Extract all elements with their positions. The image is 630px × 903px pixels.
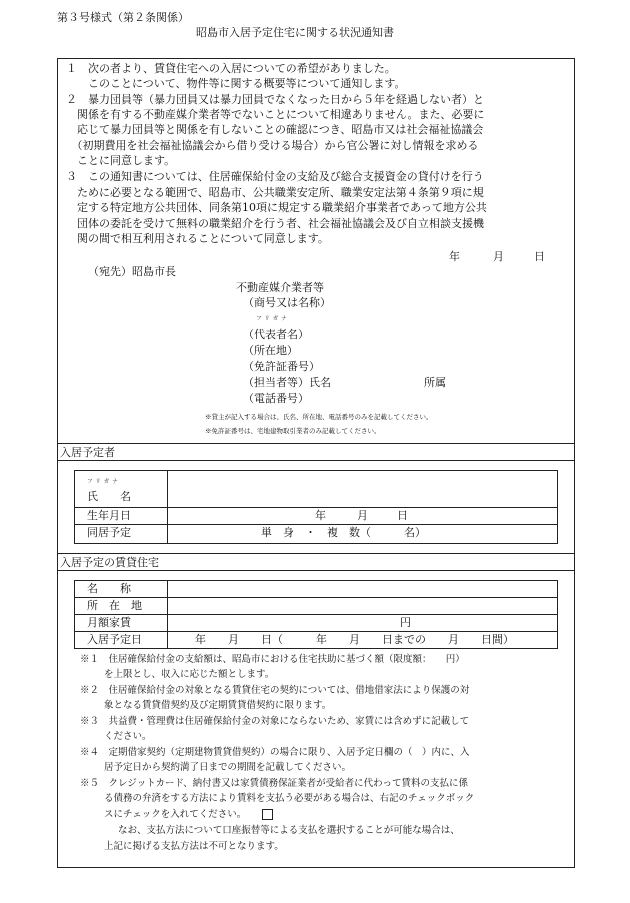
agent-note: ※貸主が記入する場合は、氏名、所在地、電話番号のみを記載してください。 (205, 413, 433, 421)
footnote-5-note: なお、支払方法について口座振替等による支払を選択することが可能な場合は、 (118, 825, 460, 836)
housing-location-label: 所 在 地 (87, 599, 142, 612)
housing-rent-unit: 円 (400, 616, 411, 629)
tenant-name-label: 氏 名 (87, 490, 131, 503)
tenant-furigana-label: フリガナ (87, 479, 121, 485)
statement-line: ことに同意します。 (66, 154, 176, 167)
divider (57, 570, 575, 571)
date-month: 月 (493, 250, 504, 263)
housing-rent-label: 月額家賃 (87, 616, 131, 629)
date-year: 年 (449, 250, 460, 263)
footnote-5: ※５ クレジットカード、納付書又は家賃債務保証業者が受給者に代わって賃料の支払に係 (80, 778, 469, 789)
agent-furigana-label: フリガナ (256, 316, 290, 322)
addressee: （宛先）昭島市長 (88, 265, 176, 278)
footnote-3: ※３ 共益費・管理費は住居確保給付金の対象にならないため、家賃には含めずに記載して (80, 716, 470, 727)
statement-line: 団体の委託を受けて無料の職業紹介を行う者、社会福祉協議会及び自立相談支援機 (66, 217, 484, 230)
agent-department-label: 所属 (424, 376, 446, 389)
footnote-3-cont: ください。 (104, 731, 152, 742)
agent-person-label: （担当者等）氏名 (243, 376, 331, 389)
housing-section-heading: 入居予定の賃貸住宅 (60, 556, 159, 569)
divider (57, 443, 575, 444)
footnote-1-cont: を上限とし、収入に応じた額とします。 (104, 669, 275, 680)
agent-note: ※免許証番号は、宅地建物取引業者のみ記載してください。 (205, 427, 381, 435)
agent-address-label: （所在地） (243, 344, 298, 357)
agent-heading: 不動産媒介業者等 (236, 281, 324, 294)
footnote-5-cont: る債務の弁済をする方法により賃料を支払う必要がある場合は、右記のチェックボック (104, 793, 475, 804)
tenant-household-value[interactable]: 単 身 ・ 複 数（ 名） (261, 526, 426, 539)
agent-trade-name-label: （商号又は名称） (243, 296, 331, 309)
form-number: 第３号様式（第２条関係） (57, 11, 189, 24)
tenant-household-label: 同居予定 (87, 526, 131, 539)
payment-method-checkbox[interactable] (262, 809, 273, 820)
tenant-birthdate-label: 生年月日 (87, 509, 131, 522)
statement-line: ために必要となる範囲で、昭島市、公共職業安定所、職業安定法第４条第９項に規 (66, 186, 484, 199)
statement-line: 関の間で相互利用されることについて同意します。 (66, 232, 329, 245)
birth-month: 月 (357, 509, 368, 522)
statement-line: 関係を有する不動産媒介業者等でないことについて相違ありません。また、必要に (66, 108, 485, 121)
agent-phone-label: （電話番号） (243, 392, 309, 405)
housing-movein-value[interactable]: 年 月 日（ 年 月 日までの 月 日間） (195, 633, 514, 646)
page-title: 昭島市入居予定住宅に関する状況通知書 (196, 26, 394, 39)
tenant-section-heading: 入居予定者 (60, 446, 115, 459)
statement-line: ３ この通知書については、住居確保給付金の支給及び総合支援資金の貸付けを行う (66, 170, 484, 183)
housing-table (74, 580, 558, 649)
footnote-1: ※１ 住居確保給付金の支給額は、昭島市における住宅扶助に基づく額（限度額： 円） (80, 654, 465, 665)
agent-representative-label: （代表者名） (243, 328, 309, 341)
date-day: 日 (534, 250, 545, 263)
statement-line: 応じて暴力団員等と関係を有しないことの確認につき、昭島市又は社会福祉協議会 (66, 123, 484, 136)
footnote-5-checkbox-text: スにチェックを入れてください。 (104, 809, 247, 820)
statement-line: このことについて、物件等に関する概要等について通知します。 (66, 77, 406, 90)
housing-location-input[interactable] (171, 599, 555, 613)
footnote-2: ※２ 住居確保給付金の対象となる賃貸住宅の契約については、借地借家法により保護の対 (80, 685, 470, 696)
housing-name-input[interactable] (171, 582, 555, 596)
statement-line: ２ 暴力団員等（暴力団員又は暴力団員でなくなった日から５年を経過しない者）と (66, 93, 484, 106)
footnote-5-note-cont: 上記に掲げる支払方法は不可となります。 (104, 841, 284, 852)
agent-license-label: （免許証番号） (243, 360, 320, 373)
footnote-4-cont: 居予定日から契約満了日までの期間を記載してください。 (104, 762, 352, 773)
statement-line: （初期費用を社会福祉協議会から借り受ける場合）から官公署に対し情報を求める (66, 139, 479, 152)
footnote-2-cont: 象となる賃貸借契約及び定期賃貸借契約に限ります。 (104, 700, 332, 711)
tenant-name-input[interactable] (171, 475, 555, 505)
footnote-5-checkbox-line (104, 808, 273, 821)
divider (57, 460, 575, 461)
statement-line: １ 次の者より、賃貸住宅への入居についての希望がありました。 (66, 62, 396, 75)
footnote-4: ※４ 定期借家契約（定期建物賃貸借契約）の場合に限り、入居予定日欄の（ ）内に、入 (80, 747, 470, 758)
birth-day: 日 (397, 509, 408, 522)
housing-name-label: 名 称 (87, 582, 131, 595)
housing-movein-label: 入居予定日 (87, 633, 142, 646)
tenant-table (74, 470, 558, 544)
birth-year: 年 (315, 509, 326, 522)
divider (57, 553, 575, 554)
statement-line: 定する特定地方公共団体、同条第10項に規定する職業紹介事業者であって地方公共 (66, 201, 487, 214)
